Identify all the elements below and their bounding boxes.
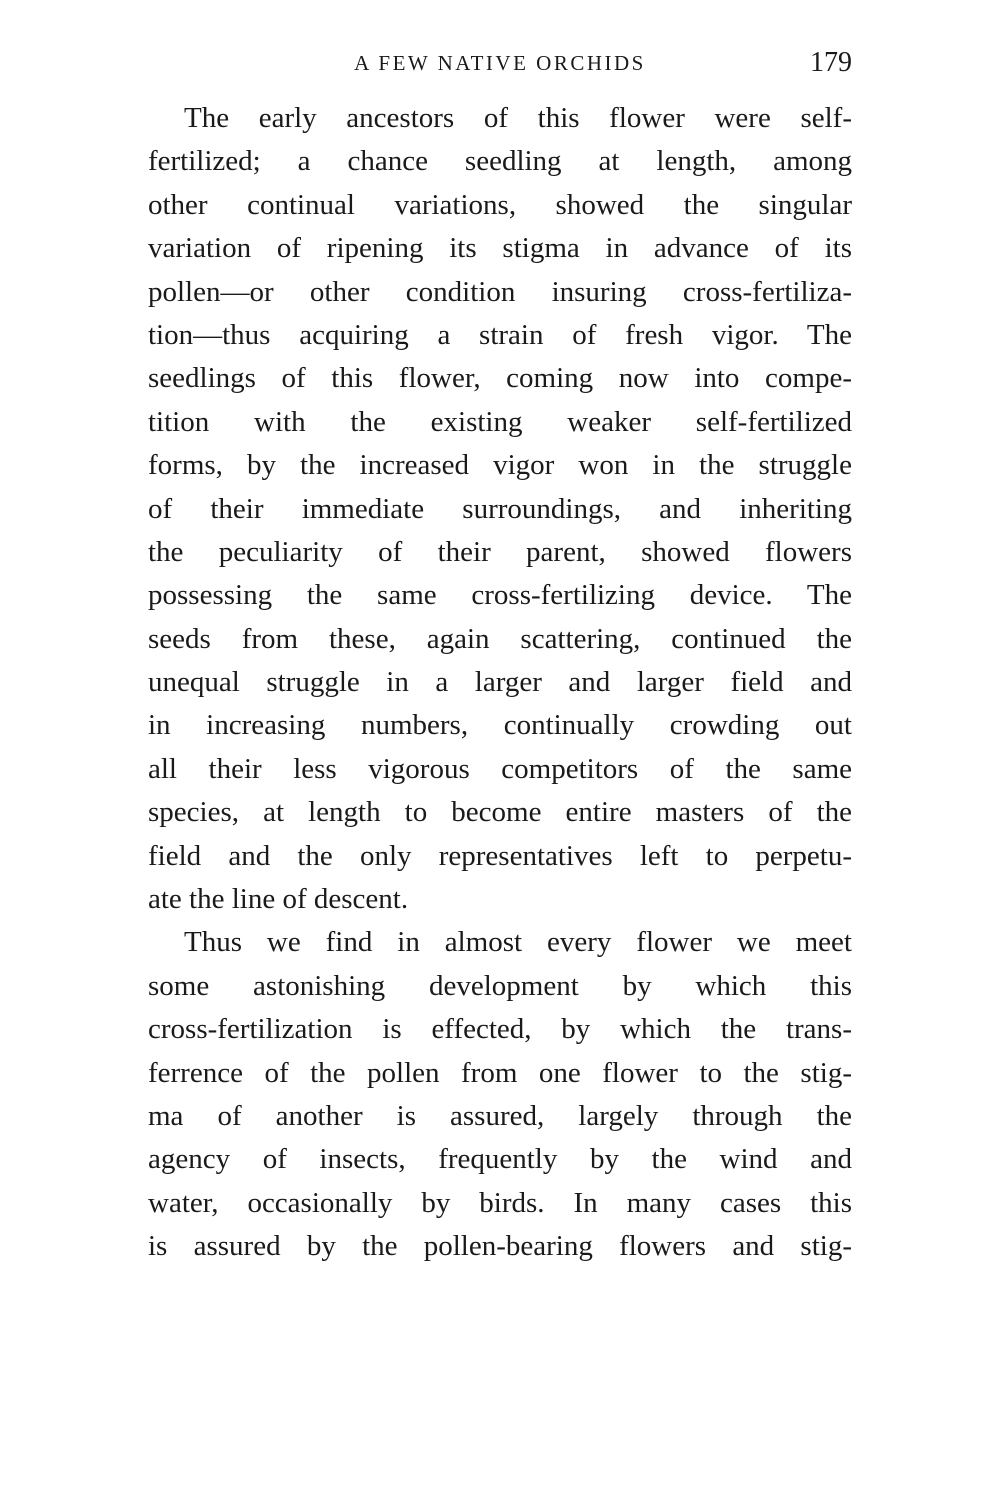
running-title: A FEW NATIVE ORCHIDS [354, 51, 646, 75]
text-line: is assured by the pollen-bearing flowers and stig- [148, 1230, 852, 1263]
text-line: pollen—or other condition insuring cross-fertiliza- [148, 275, 852, 308]
text-line: other continual variations, showed the singular [148, 188, 852, 221]
text-line: all their less vigorous competitors of the same [148, 752, 852, 785]
text-line: seeds from these, again scattering, continued the [148, 622, 852, 655]
text-line: fertilized; a chance seedling at length, among [148, 145, 852, 178]
text-line: seedlings of this flower, coming now into compe- [148, 362, 852, 395]
text-line: tion—thus acquiring a strain of fresh vigor. The [148, 318, 852, 351]
text-line: variation of ripening its stigma in advance of its [148, 232, 852, 265]
text-line: unequal struggle in a larger and larger field and [148, 666, 852, 699]
paragraph-2 [148, 921, 852, 1268]
page-number: 179 [810, 47, 852, 78]
text-line: forms, by the increased vigor won in the struggle [148, 449, 852, 482]
text-line: tition with the existing weaker self-fertilized [148, 405, 852, 438]
text-line: Thus we find in almost every flower we meet [184, 926, 852, 959]
text-line: ma of another is assured, largely through the [148, 1099, 852, 1132]
text-line: the peculiarity of their parent, showed flowers [148, 535, 852, 568]
text-line: possessing the same cross-fertilizing device. The [148, 579, 852, 612]
text-line: ferrence of the pollen from one flower to the stig- [148, 1056, 852, 1089]
text-line: cross-fertilization is effected, by which the trans- [148, 1013, 852, 1046]
text-line: in increasing numbers, continually crowding out [148, 709, 852, 742]
running-head [148, 48, 852, 78]
text-line: agency of insects, frequently by the wind and [148, 1143, 852, 1176]
text-line: water, occasionally by birds. In many cases this [148, 1186, 852, 1219]
text-line: The early ancestors of this flower were self- [184, 102, 852, 134]
text-line: field and the only representatives left to perpetu- [148, 839, 852, 872]
text-line: ate the line of descent. [148, 883, 409, 916]
text-line: species, at length to become entire masters of the [148, 796, 852, 829]
text-line: of their immediate surroundings, and inheriting [148, 492, 852, 525]
text-line: some astonishing development by which this [148, 969, 852, 1002]
body-text [148, 97, 852, 1269]
paragraph-1 [148, 97, 852, 921]
